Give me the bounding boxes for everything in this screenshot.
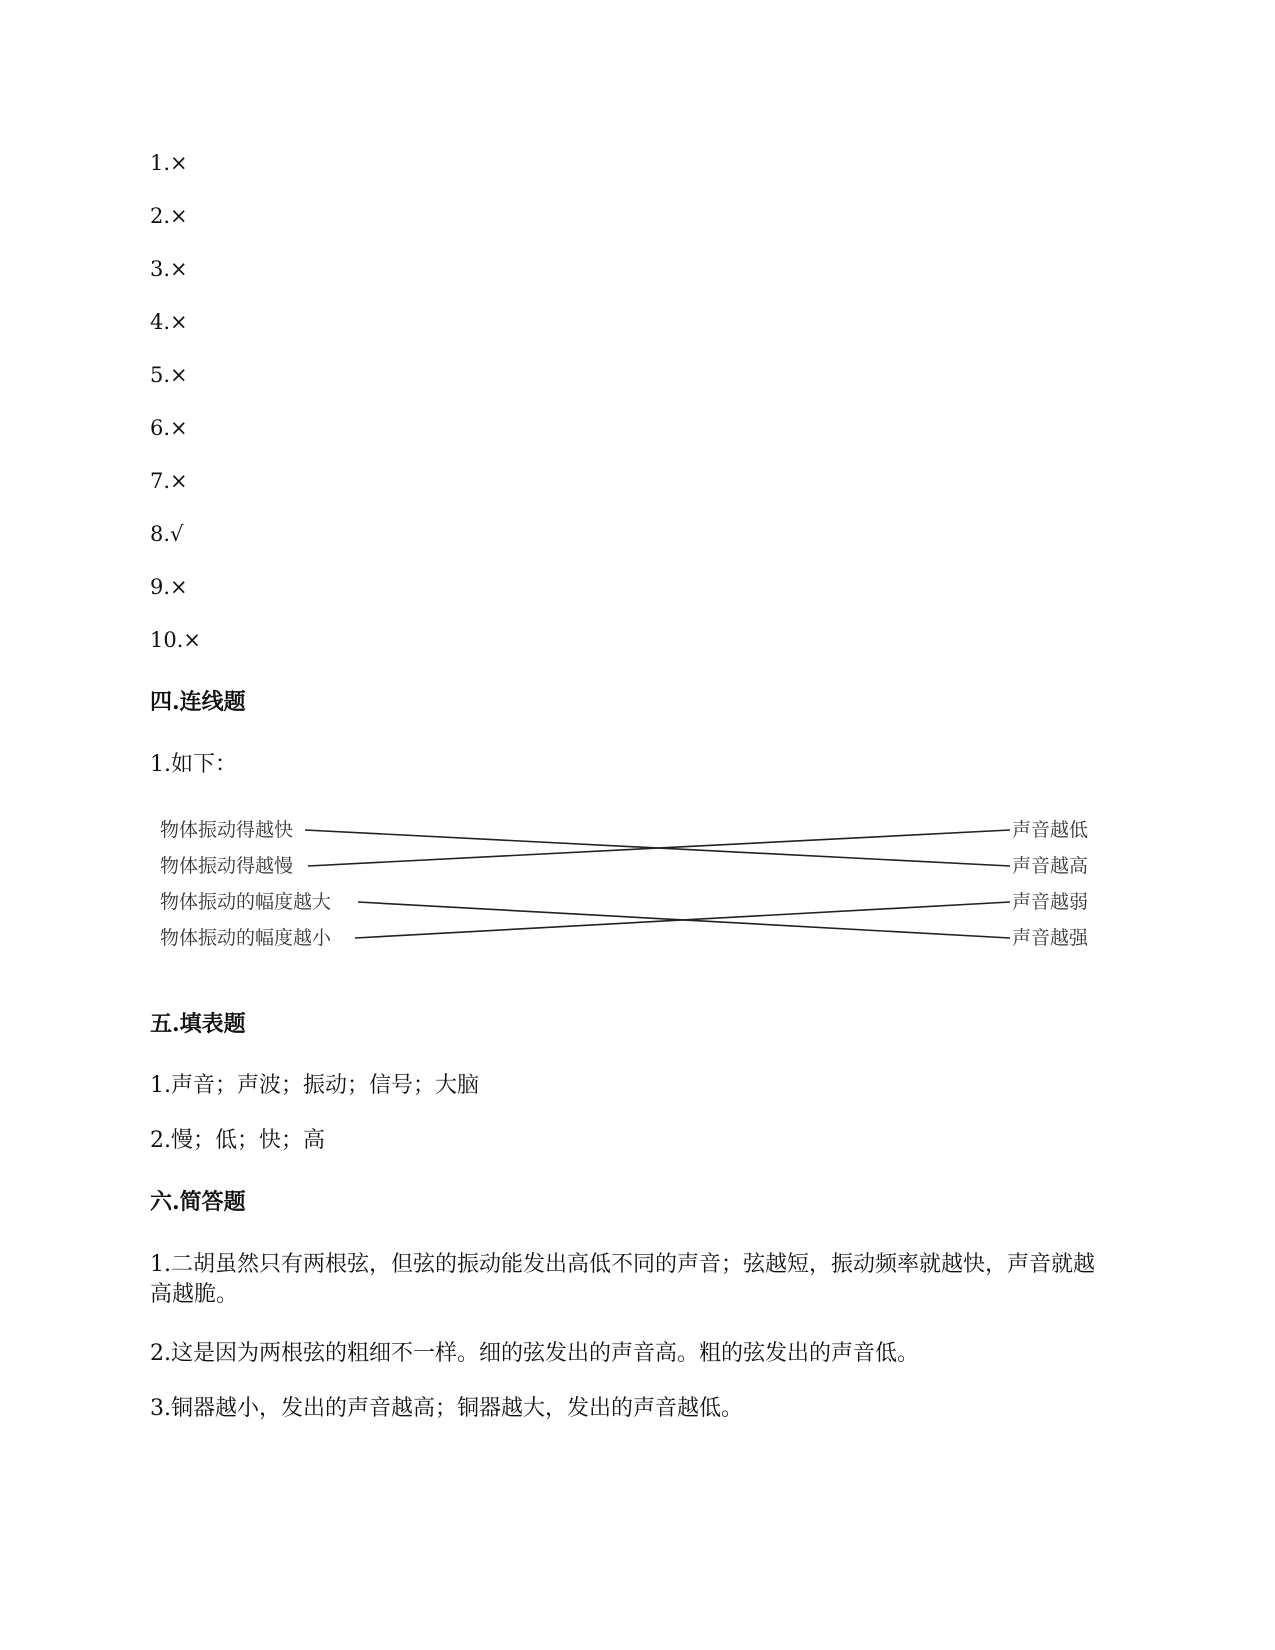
tf-answer-3: 3.×	[150, 257, 188, 281]
left-item-4: 物体振动的幅度越小	[160, 927, 332, 949]
tf-answer-10: 10.×	[150, 628, 201, 652]
short-answer-1: 1.二胡虽然只有两根弦，但弦的振动能发出高低不同的声音；弦越短，振动频率就越快，声音就越高越脆。	[150, 1252, 1095, 1307]
short-answer-3: 3.铜器越小，发出的声音越高；铜器越大，发出的声音越低。	[150, 1396, 743, 1421]
left-item-2: 物体振动得越慢	[160, 855, 294, 877]
tf-answer-6: 6.×	[150, 416, 188, 440]
matching-section-title: 四.连线题	[150, 689, 246, 715]
right-item-1: 声音越低	[1012, 819, 1089, 841]
left-item-1: 物体振动得越快	[160, 819, 294, 841]
fill-table-section-title: 五.填表题	[150, 1011, 246, 1037]
right-item-4: 声音越强	[1012, 927, 1089, 949]
matching-diagram	[150, 814, 1110, 970]
tf-answer-9: 9.×	[150, 575, 188, 599]
tf-answer-2: 2.×	[150, 204, 188, 228]
left-item-3: 物体振动的幅度越大	[160, 891, 332, 913]
fill-table-answer-2: 2.慢；低；快；高	[150, 1128, 325, 1153]
right-item-2: 声音越高	[1012, 855, 1089, 877]
short-answer-section-title: 六.简答题	[150, 1189, 246, 1215]
tf-answer-5: 5.×	[150, 363, 188, 387]
right-item-3: 声音越弱	[1012, 891, 1089, 913]
fill-table-answer-1: 1.声音；声波；振动；信号；大脑	[150, 1073, 479, 1098]
tf-answer-8: 8.√	[150, 522, 184, 546]
tf-answer-1: 1.×	[150, 151, 188, 175]
tf-answer-7: 7.×	[150, 469, 188, 493]
matching-intro: 1.如下：	[150, 752, 237, 777]
short-answer-2: 2.这是因为两根弦的粗细不一样。细的弦发出的声音高。粗的弦发出的声音低。	[150, 1341, 919, 1366]
tf-answer-4: 4.×	[150, 310, 188, 334]
